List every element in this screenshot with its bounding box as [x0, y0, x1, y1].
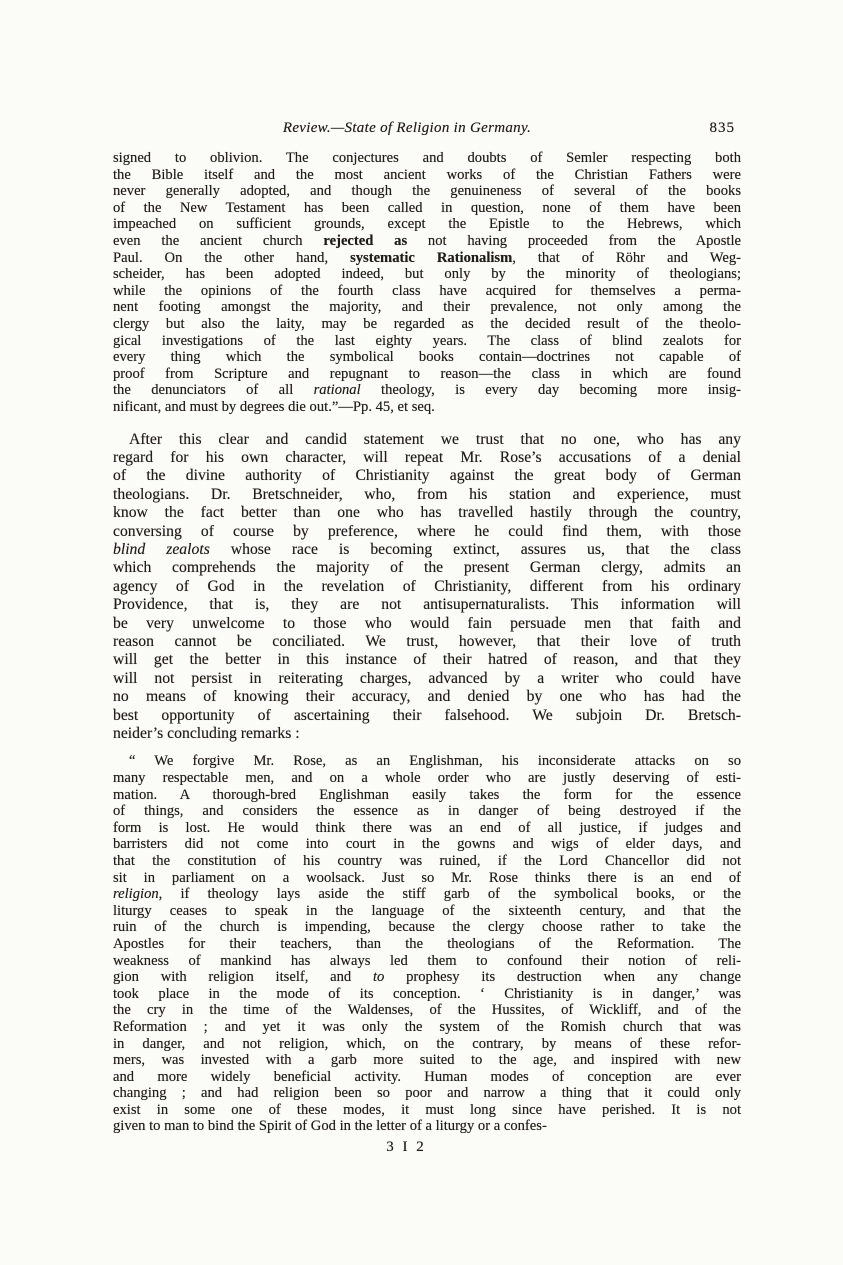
quoted-passage-bretschneider-2: [113, 753, 741, 1135]
text-line: [113, 233, 741, 250]
text-run: Providence, that is, they are not antisupernaturalists. This information will: [113, 596, 741, 614]
text-line: [113, 853, 741, 870]
text-line: [113, 333, 741, 350]
text-line: [113, 670, 741, 688]
text-run: know the fact better than one who has travelled hastily through the country,: [113, 504, 741, 522]
running-head: [113, 120, 741, 140]
text-run: of things, and considers the essence as in danger of being destroyed if the: [113, 803, 741, 820]
text-line: [113, 1069, 741, 1086]
text-line: [113, 633, 741, 651]
italic-text: blind zealots: [113, 540, 210, 558]
text-line: [113, 1002, 741, 1019]
text-line: [113, 870, 741, 887]
text-line: [113, 1036, 741, 1053]
text-line: [113, 836, 741, 853]
text-line: [113, 559, 741, 577]
text-line: [113, 316, 741, 333]
text-run: prophesy its destruction when any change: [384, 969, 741, 986]
text-line: [113, 1102, 741, 1119]
text-run: will get the better in this instance of their hatred of reason, and that they: [113, 651, 741, 669]
text-run: signed to oblivion. The conjectures and doubts of Semler respecting both: [113, 150, 741, 166]
text-line: [113, 183, 741, 200]
text-run: the cry in the time of the Waldenses, of the Hussites, of Wickliff, and of the: [113, 1002, 741, 1019]
text-line: [113, 399, 741, 416]
text-run: weakness of mankind has always led them to confound their notion of reli-: [113, 952, 741, 969]
text-run: “ We forgive Mr. Rose, as an Englishman, his inconsiderate attacks on so: [129, 753, 741, 770]
text-line: [113, 651, 741, 669]
text-run: Reformation ; and yet it was only the system of the Romish church that was: [113, 1018, 741, 1035]
text-line: [113, 266, 741, 283]
italic-text: to: [372, 969, 385, 986]
text-line: [113, 1085, 741, 1102]
text-line: [113, 299, 741, 316]
text-line: [113, 283, 741, 300]
emphasized-text: rejected as: [323, 232, 408, 249]
text-run: Apostles for their teachers, than the theologians of the Reformation. The: [113, 935, 741, 952]
text-run: scheider, has been adopted indeed, but only by the minority of theologians;: [113, 266, 741, 283]
text-line: [113, 953, 741, 970]
scanned-book-page: [113, 120, 741, 1156]
text-run: every thing which the symbolical books contain—doctrines not capable of: [113, 349, 741, 366]
text-run: agency of God in the revelation of Christianity, different from his ordinary: [113, 577, 741, 595]
quoted-passage-bretschneider-1: [113, 150, 741, 416]
running-head-title: Review.—State of Religion in Germany.: [282, 120, 532, 136]
text-line: [113, 366, 741, 383]
text-run: given to man to bind the Spirit of God in the letter of a liturgy or a confes-: [113, 1118, 547, 1135]
text-run: ruin of the church is impending, because the clergy choose rather to take the: [113, 919, 741, 936]
text-run: not having proceeded from the Apostle: [407, 232, 741, 249]
text-line: [113, 167, 741, 184]
text-line: [113, 200, 741, 217]
text-line: [113, 615, 741, 633]
text-run: impeached on sufficient grounds, except the Epistle to the Hebrews, which: [113, 216, 741, 233]
text-line: [113, 578, 741, 596]
text-line: [113, 688, 741, 706]
text-line: [113, 1052, 741, 1069]
text-run: which comprehends the majority of the present German clergy, admits an: [113, 559, 741, 577]
italic-text: rational: [313, 382, 361, 399]
text-run: , that of Röhr and Weg-: [512, 249, 741, 266]
paragraphs: [113, 150, 741, 1135]
text-line: [113, 936, 741, 953]
text-run: mation. A thorough-bred Englishman easily takes the form for the essence: [113, 786, 741, 803]
text-run: conversing of course by preference, where he could find them, with those: [113, 522, 741, 540]
text-run: will not persist in reiterating charges, advanced by a writer who could have: [113, 669, 741, 687]
text-line: [113, 919, 741, 936]
text-run: regard for his own character, will repeat Mr. Rose’s accusations of a denial: [113, 448, 741, 466]
printer-signature-mark: 3 I 2: [386, 1139, 424, 1156]
text-line: [113, 770, 741, 787]
text-line: [113, 787, 741, 804]
text-run: After this clear and candid statement we trust that no one, who has any: [129, 430, 741, 448]
text-run: never generally adopted, and though the genuineness of several of the books: [113, 183, 741, 200]
text-run: Paul. On the other hand,: [113, 249, 351, 266]
text-run: changing ; and had religion been so poor and narrow a thing that it could only: [113, 1085, 741, 1102]
text-run: gion with religion itself, and: [113, 969, 373, 986]
text-line: [113, 1118, 741, 1135]
text-line: [113, 150, 741, 167]
italic-text: religion: [113, 886, 159, 903]
text-run: the denunciators of all: [113, 382, 314, 399]
text-line: [113, 523, 741, 541]
text-line: [113, 382, 741, 399]
text-run: be very unwelcome to those who would fain persuade men that faith and: [113, 614, 741, 632]
text-line: [113, 707, 741, 725]
text-run: no means of knowing their accuracy, and denied by one who has had the: [113, 688, 741, 706]
text-run: nent footing amongst the majority, and their prevalence, not only among the: [113, 299, 741, 316]
text-run: while the opinions of the fourth class have acquired for themselves a perma-: [113, 282, 741, 299]
text-line: [113, 541, 741, 559]
emphasized-text: systematic Rationalism: [350, 249, 513, 266]
text-line: [113, 903, 741, 920]
text-run: nificant, and must by degrees die out.”—Pp. 45, et seq.: [113, 398, 435, 415]
text-line: [113, 431, 741, 449]
text-line: [113, 1019, 741, 1036]
text-line: [113, 596, 741, 614]
text-run: of the divine authority of Christianity against the great body of German: [113, 467, 741, 485]
text-line: [113, 969, 741, 986]
text-run: that the constitution of his country was ruined, if the Lord Chancellor did not: [113, 852, 741, 869]
text-line: [113, 467, 741, 485]
text-run: barristers did not come into court in the gowns and wigs of elder days, and: [113, 836, 741, 853]
text-line: [113, 725, 741, 743]
text-run: in danger, and not religion, which, on the contrary, by means of these refor-: [113, 1035, 741, 1052]
text-run: the Bible itself and the most ancient works of the Christian Fathers were: [113, 166, 741, 183]
text-run: , if theology lays aside the stiff garb of the symbolical books, or the: [158, 886, 741, 903]
text-run: sit in parliament on a woolsack. Just so Mr. Rose thinks there is an end of: [113, 869, 741, 886]
reviewer-commentary: [113, 431, 741, 744]
text-run: whose race is becoming extinct, assures us, that the class: [209, 540, 741, 558]
text-line: [113, 216, 741, 233]
text-line: [113, 250, 741, 267]
text-line: [113, 886, 741, 903]
text-line: [113, 349, 741, 366]
text-run: clergy but also the laity, may be regarded as the decided result of the theolo-: [113, 315, 741, 332]
text-line: [113, 820, 741, 837]
text-run: theologians. Dr. Bretschneider, who, from his station and experience, must: [113, 485, 741, 503]
text-line: [113, 753, 741, 770]
text-run: even the ancient church: [113, 232, 324, 249]
text-line: [113, 449, 741, 467]
text-run: of the New Testament has been called in question, none of them have been: [113, 199, 741, 216]
text-line: [113, 803, 741, 820]
text-line: [113, 504, 741, 522]
text-run: mers, was invested with a garb more suited to the age, and inspired with new: [113, 1052, 741, 1069]
text-run: exist in some one of these modes, it must long since have perished. It is not: [113, 1101, 741, 1118]
text-run: gical investigations of the last eighty years. The class of blind zealots for: [113, 332, 741, 349]
text-line: [113, 986, 741, 1003]
text-line: [113, 486, 741, 504]
text-run: best opportunity of ascertaining their falsehood. We subjoin Dr. Bretsch-: [113, 706, 741, 724]
text-run: many respectable men, and on a whole order who are justly deserving of esti-: [113, 770, 741, 786]
page-number: 835: [709, 120, 735, 136]
text-run: neider’s concluding remarks :: [113, 725, 300, 742]
text-run: liturgy ceases to speak in the language of the sixteenth century, and that the: [113, 902, 741, 919]
text-run: reason cannot be conciliated. We trust, however, that their love of truth: [113, 632, 741, 650]
text-run: form is lost. He would think there was an end of all justice, if judges and: [113, 819, 741, 836]
text-run: proof from Scripture and repugnant to reason—the class in which are found: [113, 365, 741, 382]
text-run: theology, is every day becoming more insig-: [360, 382, 741, 399]
text-run: took place in the mode of its conception. ‘ Christianity is in danger,’ was: [113, 985, 741, 1002]
text-run: and more widely beneficial activity. Human modes of conception are ever: [113, 1068, 741, 1085]
